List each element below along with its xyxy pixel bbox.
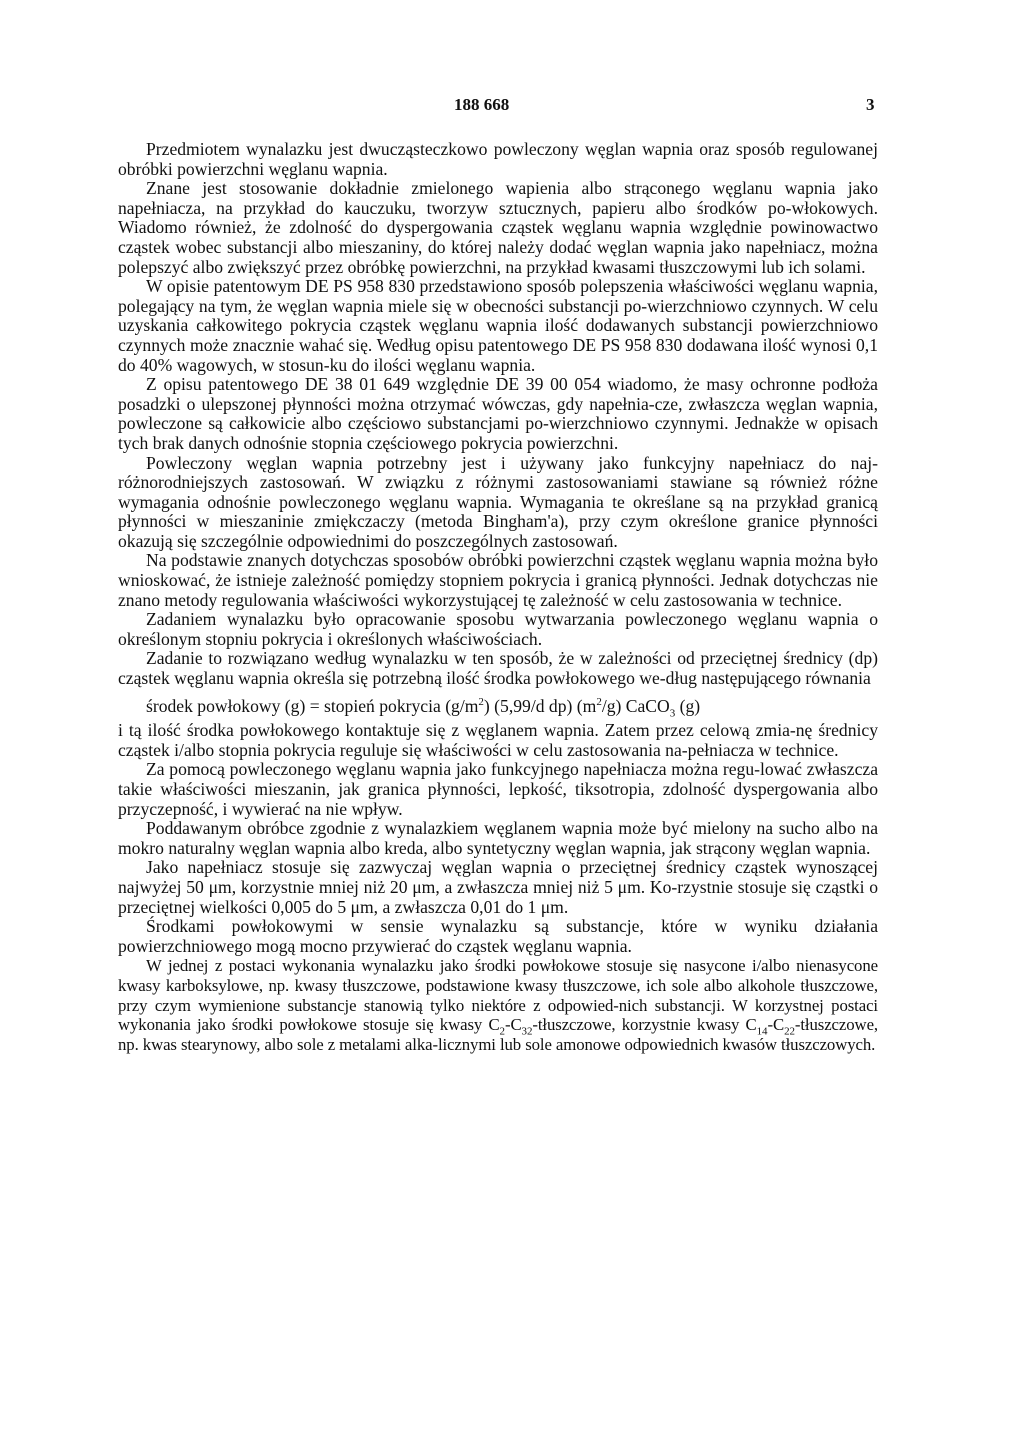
- paragraph-9: i tą ilość środka powłokowego kontaktuje się z węglanem wapnia. Zatem przez celową zmia-nę średnicy cząstek i/albo stopnia pokrycia reguluje się właściwości w celu zastosowania na-pełniacza w technice.: [118, 720, 878, 760]
- text-run: -C: [504, 1015, 522, 1035]
- text-run: -tłuszczowe, korzystnie kwasy C: [532, 1015, 757, 1035]
- formula-superscript: 2: [478, 695, 484, 708]
- formula-subscript: 3: [669, 707, 676, 720]
- formula-part: (g): [675, 695, 701, 716]
- subscript: 14: [756, 1025, 768, 1038]
- text-run: -C: [767, 1015, 785, 1035]
- document-number: 188 668: [454, 95, 510, 114]
- paragraph-14: [118, 956, 878, 1054]
- paragraph-4: Z opisu patentowego DE 38 01 649 względnie DE 39 00 054 wiadomo, że masy ochronne podłoża posadzki o ulepszonej płynności można otrzymać wówczas, gdy napełnia-cze, zwłaszcza węglan wapnia, powleczone są całkowicie albo częściowo substancjami po-wierzchniowo czynnymi. Jednakże w opisach tych brak danych odnośnie stopnia częściowego pokrycia powierzchni.: [118, 374, 878, 453]
- paragraph-2: Znane jest stosowanie dokładnie zmielonego wapienia albo strąconego węglanu wapnia jako napełniacza, na przykład do kauczuku, tworzyw sztucznych, papieru albo środków po-włokowych. Wiadomo również, że zdolność do dyspergowania cząstek węglanu wapnia względnie powinowactwo cząstek wobec substancji albo mieszaniny, do której należy dodać węglan wapnia jako napełniacz, można polepszyć albo zwiększyć przez obróbkę powierzchni, na przykład kwasami tłuszczowymi lub ich solami.: [118, 178, 878, 277]
- subscript: 2: [499, 1025, 505, 1038]
- formula-part: ) (5,99/d dp) (m: [483, 695, 597, 716]
- text-run: W jednej z postaci wykonania wynalazku jako środki powłokowe stosuje się nasycone i/albo nienasycone kwasy karboksylowe, np. kwasy tłuszczowe, podstawione kwasy tłuszczowe, ich sole albo alkohole tłuszczowe, przy czym wymienione substancje stanowią tylko niektóre z odpowied-nich substancji. W korzystnej postaci wykonania jako środki powłokowe stosuje się kwasy C: [118, 956, 878, 1035]
- coating-formula: [118, 695, 878, 720]
- paragraph-3: W opisie patentowym DE PS 958 830 przedstawiono sposób polepszenia właściwości węglanu wapnia, polegający na tym, że węglan wapnia miele się w obecności substancji po-wierzchniowo czynnych. W celu uzyskania całkowitego pokrycia cząstek węglanu wapnia ilość dodawanych substancji powierzchniowo czynnych może znacznie wahać się. Według opisu patentowego DE PS 958 830 dodawana ilość wynosi 0,1 do 40% wagowych, w stosun-ku do ilości węglanu wapnia.: [118, 276, 878, 375]
- paragraph-12: Jako napełniacz stosuje się zazwyczaj węglan wapnia o przeciętnej średnicy cząstek wynoszącej najwyżej 50 μm, korzystnie mniej niż 20 μm, a zwłaszcza mniej niż 5 μm. Ko-rzystnie stosuje się cząstki o przeciętnej wielkości 0,005 do 5 μm, a zwłaszcza 0,01 do 1 μm.: [118, 857, 878, 917]
- formula-part: środek powłokowy (g) = stopień pokrycia (g/m: [146, 695, 479, 716]
- paragraph-11: Poddawanym obróbce zgodnie z wynalazkiem węglanem wapnia może być mielony na sucho albo na mokro naturalny węglan wapnia albo kreda, albo syntetyczny węglan wapnia, jak strącony węglan wapnia.: [118, 818, 878, 858]
- subscript: 22: [784, 1025, 795, 1038]
- paragraph-10: Za pomocą powleczonego węglanu wapnia jako funkcyjnego napełniacza można regu-lować zwłaszcza takie właściwości mieszanin, jak granica płynności, lepkość, tiksotropia, zdolność dyspergowania albo przyczepność, i wywierać na nie wpływ.: [118, 759, 878, 819]
- paragraph-8: Zadanie to rozwiązano według wynalazku w ten sposób, że w zależności od przeciętnej średnicy (dp) cząstek węglanu wapnia określa się potrzebną ilość środka powłokowego we-dług następującego równania: [118, 648, 878, 689]
- paragraph-6: Na podstawie znanych dotychczas sposobów obróbki powierzchni cząstek węglanu wapnia można było wnioskować, że istnieje zależność pomiędzy stopniem pokrycia i granicą płynności. Jednak dotychczas nie znano metody regulowania właściwości wykorzystującej tę zależność w celu zastosowania w technice.: [118, 550, 878, 610]
- subscript: 32: [521, 1025, 533, 1038]
- page-header: [0, 95, 1024, 117]
- page-number: 3: [866, 95, 875, 114]
- formula-superscript: 2: [596, 695, 602, 708]
- document-body: [118, 140, 878, 1054]
- formula-part: /g) CaCO: [601, 695, 670, 716]
- paragraph-1: Przedmiotem wynalazku jest dwucząsteczkowo powleczony węglan wapnia oraz sposób regulowanej obróbki powierzchni węglanu wapnia.: [118, 139, 878, 179]
- paragraph-13: Środkami powłokowymi w sensie wynalazku są substancje, które w wyniku działania powierzchniowego mogą mocno przywierać do cząstek węglanu wapnia.: [118, 916, 878, 956]
- paragraph-5: Powleczony węglan wapnia potrzebny jest i używany jako funkcyjny napełniacz do naj-różnorodniejszych zastosowań. W związku z różnymi zastosowaniami stawiane są również różne wymagania odnośnie powleczonego węglanu wapnia. Wymagania te określane są na przykład granicą płynności w mieszaninie zmiękczaczy (metoda Bingham'a), przy czym określone granice płynności okazują się szczególnie odpowiednimi do poszczególnych zastosowań.: [118, 452, 878, 551]
- paragraph-7: Zadaniem wynalazku było opracowanie sposobu wytwarzania powleczonego węglanu wapnia o określonym stopniu pokrycia i określonych właściwościach.: [118, 609, 878, 649]
- text-run: -tłuszczowe, np. kwas stearynowy, albo sole z metalami alka-licznymi lub sole amonowe odpowiednich kwasów tłuszczowych.: [118, 1015, 879, 1054]
